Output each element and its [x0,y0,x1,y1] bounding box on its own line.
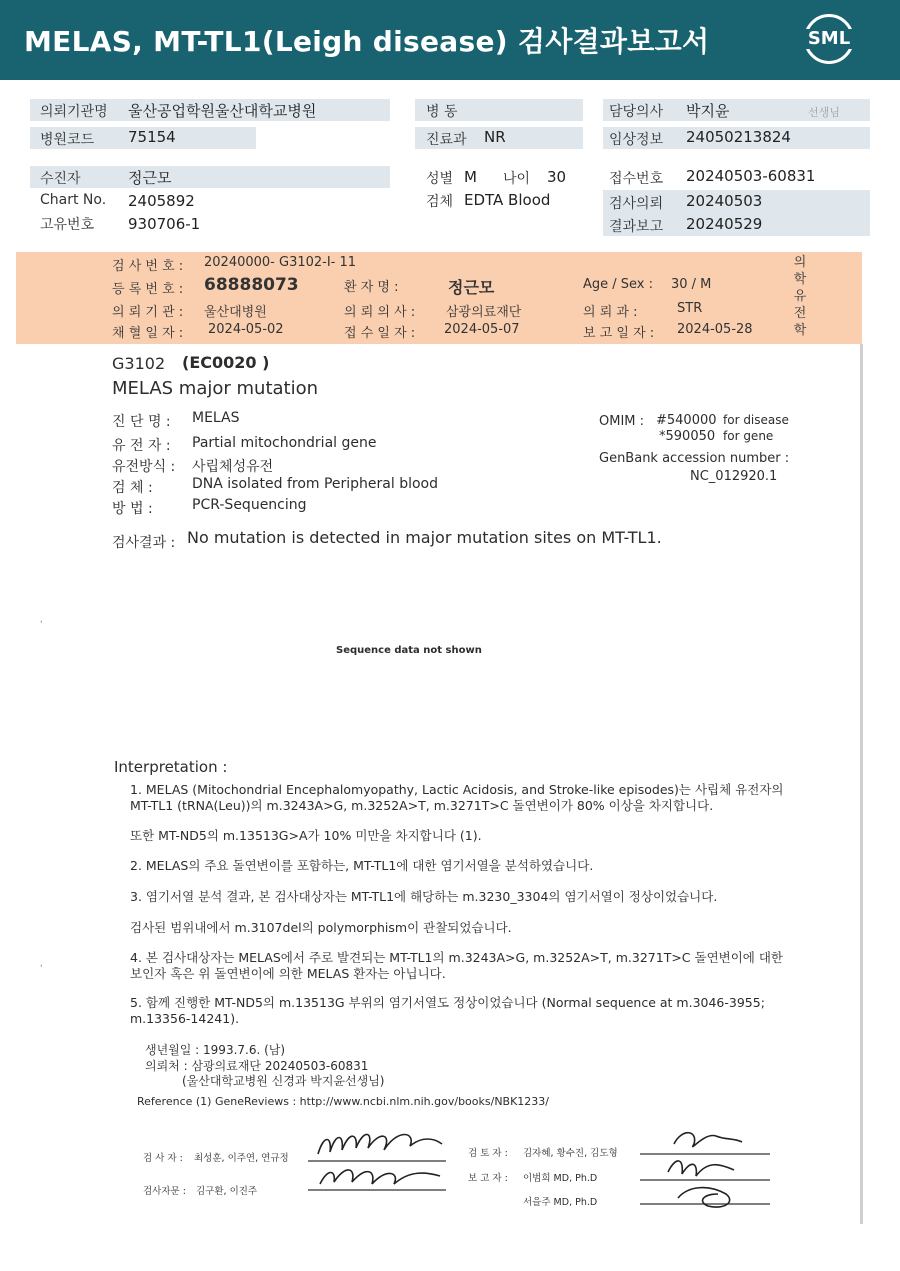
vertical-char: 학 [793,272,807,287]
doctor-suffix: 선생님 [808,106,840,119]
specimen-value: DNA isolated from Peripheral blood [192,476,439,492]
draw-date-value: 2024-05-02 [208,322,284,337]
sequence-note: Sequence data not shown [336,645,482,656]
result-label: 검사결과 : [112,535,176,551]
patient-value: 정근모 [128,169,172,187]
receipt-label: 접수번호 [609,171,664,187]
request-label: 검사의뢰 [609,196,664,212]
test-no-label: 검 사 번 호 : [112,259,184,274]
doctor-value: 박지윤 [686,102,730,120]
omim-label: OMIM : [599,414,645,429]
specimen-label: 검체 [426,194,454,210]
req-org-value: 울산공업학원울산대학교병원 [128,102,317,120]
interp-para-3a: 3. 염기서열 분석 결과, 본 검사대상자는 MT-TL1에 해당하는 m.3230_3304의 염기서열이 정상이었습니다. [130,889,718,904]
uid-label: 고유번호 [40,217,95,233]
scan-mark: ' [40,964,43,974]
hosp-code-value: 75154 [128,128,176,146]
report-date-value: 20240529 [686,215,763,233]
report-header [0,0,900,80]
gene-label: 유 전 자 : [112,438,171,454]
chart-no-value: 2405892 [128,192,195,210]
label-bar [30,166,390,188]
reference-line: Reference (1) GeneReviews : http://www.ncbi.nlm.nih.gov/books/NBK1233/ [137,1095,550,1108]
receipt-value: 20240503-60831 [686,167,816,185]
examiner-label: 검 사 자 : [143,1153,183,1164]
chart-no-label: Chart No. [40,192,107,208]
omim-disease-text: for disease [723,413,789,427]
examiner2-label: 검사자문 : [143,1186,186,1197]
inheritance-value: 사립체성유전 [192,459,274,475]
interp-para-3b: 검사된 범위내에서 m.3107del의 polymorphism이 관찰되었습니다. [130,920,512,935]
reviewer-names: 김자혜, 황수진, 김도형 [523,1148,618,1159]
rep-date-label: 보 고 일 자 : [583,326,655,341]
recv-date-value: 2024-05-07 [444,322,520,337]
doctor-label: 담당의사 [609,104,664,120]
interp-para-4: 4. 본 검사대상자는 MELAS에서 주로 발견되는 MT-TL1의 m.3243A>G, m.3252A>T, m.3271T>C 돌연변이에 대한 보인자 혹은 위 돌연변이에 의한 MELAS 환자는 아닙니다. [130,950,784,981]
sml-logo [804,14,854,64]
rep-date-value: 2024-05-28 [677,322,753,337]
scan-mark: ' [40,620,43,630]
interp-para-5: 5. 함께 진행한 MT-ND5의 m.13513G 부위의 염기서열도 정상이었습니다 (Normal sequence at m.3046-3955; m.13356-14241). [130,995,765,1026]
vertical-dept-label [792,254,808,339]
interp-para-1b: 또한 MT-ND5의 m.13513G>A가 10% 미만을 차지합니다 (1). [130,828,482,843]
agesex-value: 30 / M [671,277,712,292]
req-doc-value: 삼광의료재단 [446,305,522,320]
inheritance-label: 유전방식 : [112,459,176,475]
reporter-label: 보 고 자 : [468,1173,508,1184]
omim-gene-text: for gene [723,429,774,443]
sex-value: M [464,168,477,186]
agesex-label: Age / Sex : [583,277,654,292]
diagnosis-value: MELAS [192,410,240,426]
recv-date-label: 접 수 일 자 : [344,326,416,341]
vertical-char: 학 [793,323,807,338]
gene-value: Partial mitochondrial gene [192,435,377,451]
test-no-value: 20240000- G3102-I- 11 [204,255,357,270]
reviewer-label: 검 토 자 : [468,1148,508,1159]
test-subcode: (EC0020 ) [182,353,270,372]
reporter-name: 이범희 MD, Ph.D [523,1173,598,1184]
result-value: No mutation is detected in major mutation sites on MT-TL1. [187,528,662,547]
examiner2-names: 김구환, 이진주 [196,1186,258,1197]
reg-no-value: 68888073 [204,275,299,295]
patient-name-label: 환 자 명 : [344,280,399,295]
dob-line: 생년월일 : 1993.7.6. (남) [145,1043,286,1057]
examiner-signatures [306,1124,456,1196]
vertical-char: 유 [793,289,807,304]
req-org-label: 의뢰기관명 [40,104,108,120]
specimen-value: EDTA Blood [464,191,551,209]
clinical-value: 24050213824 [686,128,791,146]
genbank-value: NC_012920.1 [690,469,778,484]
scan-edge [860,344,863,1224]
report-title: MELAS, MT-TL1(Leigh disease) 검사결과보고서 [24,25,710,58]
scanned-report [16,252,862,1224]
interp-para-1a: 1. MELAS (Mitochondrial Encephalomyopathy, Lactic Acidosis, and Stroke-like episodes)는 사립체 유전자의 MT-TL1 (tRNA(Leu))의 m.3243A>G, m.3252A>T, m.3271T>C 돌연변이가 80% 이상을 차지합니다. [130,782,784,813]
genbank-label: GenBank accession number : [599,451,790,466]
logo-text: SML [803,29,855,49]
report-date-label: 결과보고 [609,219,664,235]
patient-label: 수진자 [40,171,81,187]
reg-no-label: 등 록 번 호 : [112,282,184,297]
sex-label: 성별 [426,171,454,187]
vertical-char: 전 [793,306,807,321]
diagnosis-label: 진 단 명 : [112,414,171,430]
vertical-char: 의 [793,255,807,270]
specimen-label: 검 체 : [112,480,153,496]
org-value: 울산대병원 [204,305,267,320]
dept-value: NR [484,128,506,146]
method-value: PCR-Sequencing [192,497,307,513]
patient-name-value: 정근모 [448,278,495,297]
age-value: 30 [547,168,567,186]
req-dept-value: STR [677,301,703,316]
reporter2-name: 서을주 MD, Ph.D [523,1197,598,1208]
uid-value: 930706-1 [128,215,201,233]
interp-para-2: 2. MELAS의 주요 돌연변이를 포함하는, MT-TL1에 대한 염기서열을 분석하였습니다. [130,858,594,873]
org-label: 의 뢰 기 관 : [112,305,184,320]
client-line: 의뢰처 : 삼광의료재단 20240503-60831 [145,1059,369,1073]
omim-gene-no: *590050 [659,429,716,444]
dept-label: 진료과 [426,132,467,148]
req-dept-label: 의 뢰 과 : [583,305,638,320]
request-value: 20240503 [686,192,763,210]
interpretation-title: Interpretation : [114,758,228,776]
examiner-names: 최성훈, 이주연, 연규정 [194,1153,289,1164]
client-line-2: (울산대학교병원 신경과 박지윤선생님) [182,1074,385,1088]
clinical-label: 임상정보 [609,132,664,148]
draw-date-label: 채 혈 일 자 : [112,326,184,341]
method-label: 방 법 : [112,501,153,517]
reviewer-signatures [638,1124,778,1216]
req-doc-label: 의 뢰 의 사 : [344,305,416,320]
test-name: MELAS major mutation [112,378,319,399]
omim-disease-no: #540000 [656,413,717,428]
test-code: G3102 [112,354,166,373]
hosp-code-label: 병원코드 [40,132,95,148]
ward-label: 병 동 [426,104,458,120]
age-label: 나이 [503,171,531,187]
